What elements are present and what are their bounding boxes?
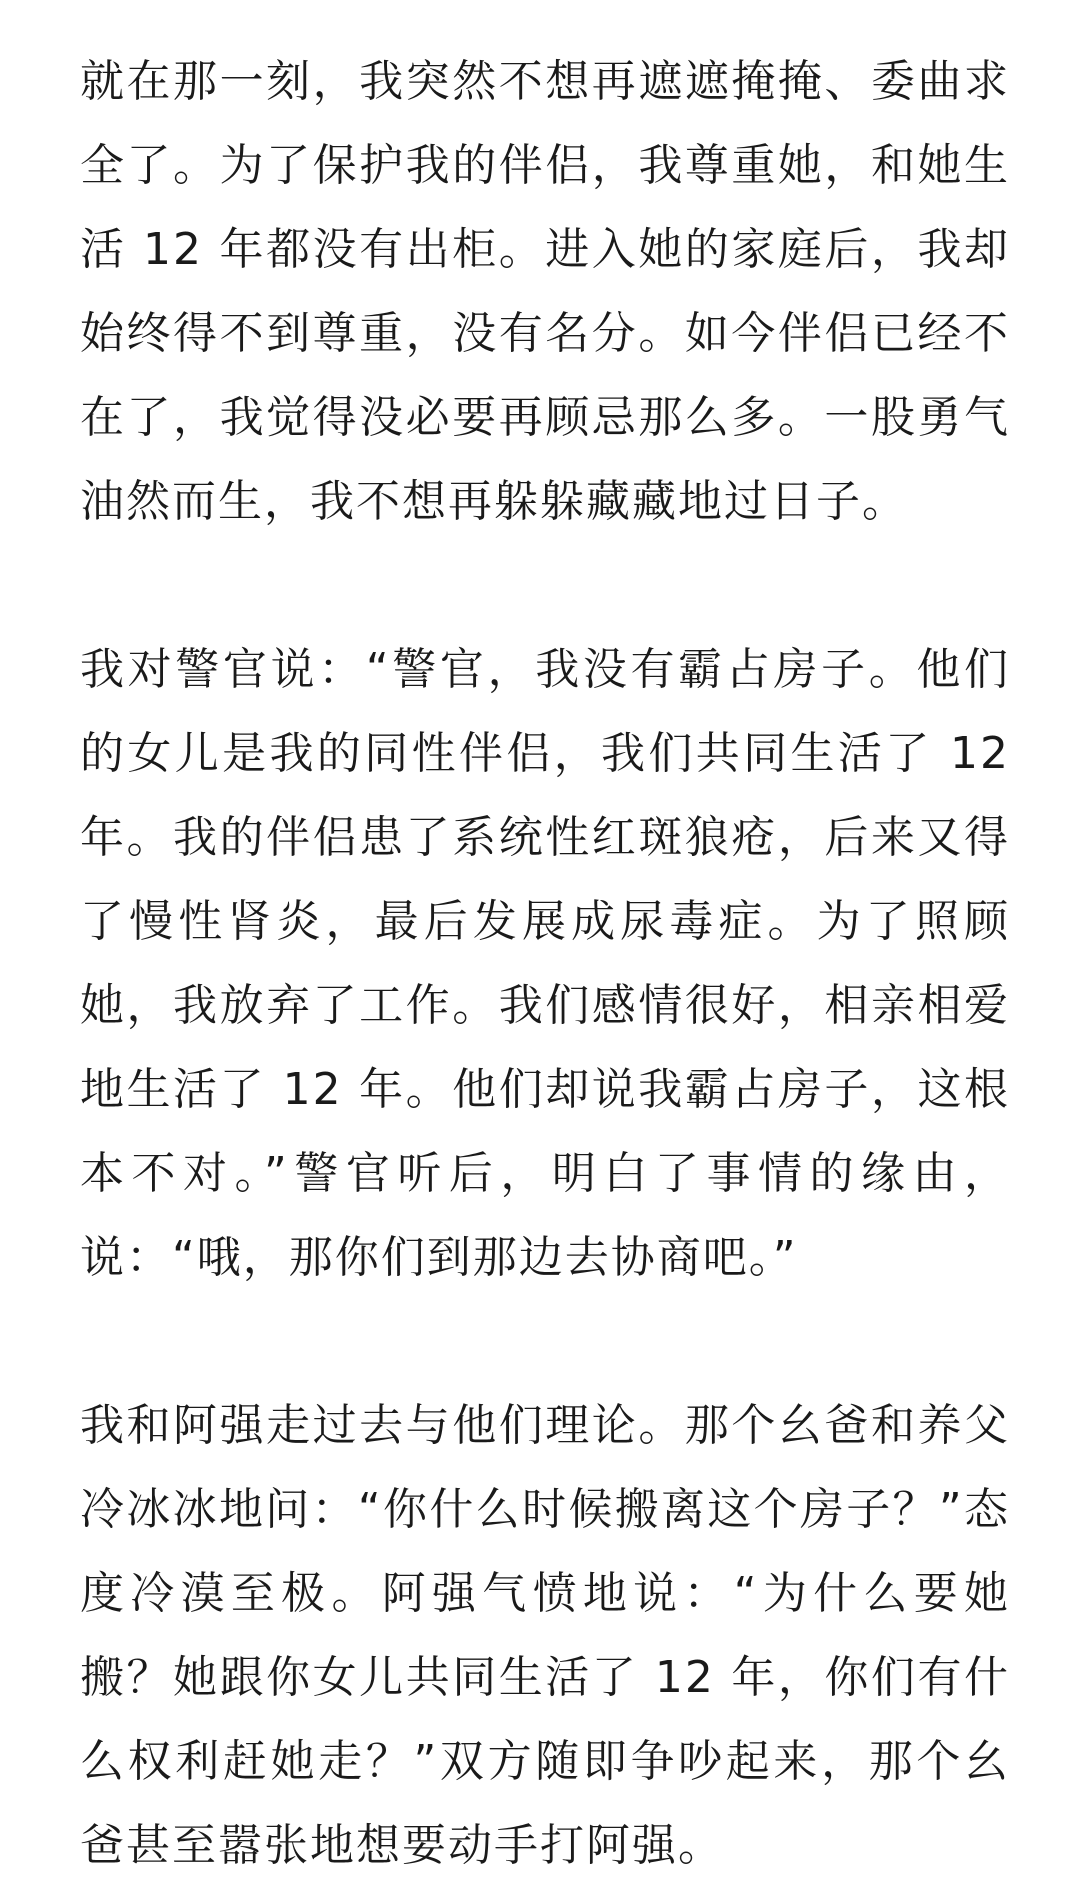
paragraph-2: 我对警官说：“警官，我没有霸占房子。他们的女儿是我的同性伴侣，我们共同生活了 12 年。我的伴侣患了系统性红斑狼疮，后来又得了慢性肾炎，最后发展成尿毒症。为了照顾她，我放弃了工作。我们感情很好，相亲相爱地生活了 12 年。他们却说我霸占房子，这根本不对。”警官听后，明白了事情的缘由，说：“哦，那你们到那边去协商吧。” [80, 644, 1010, 1283]
paragraph-1: 就在那一刻，我突然不想再遮遮掩掩、委曲求全了。为了保护我的伴侣，我尊重她，和她生活 12 年都没有出柜。进入她的家庭后，我却始终得不到尊重，没有名分。如今伴侣已经不在了，我觉得没必要再顾忌那么多。一股勇气油然而生，我不想再躲躲藏藏地过日子。 [80, 56, 1010, 527]
article-body [80, 40, 1010, 1888]
paragraph-3: 我和阿强走过去与他们理论。那个幺爸和养父冷冰冰地问：“你什么时候搬离这个房子？”态度冷漠至极。阿强气愤地说：“为什么要她搬？她跟你女儿共同生活了 12 年，你们有什么权利赶她走？”双方随即争吵起来，那个幺爸甚至嚣张地想要动手打阿强。 [80, 1400, 1010, 1871]
